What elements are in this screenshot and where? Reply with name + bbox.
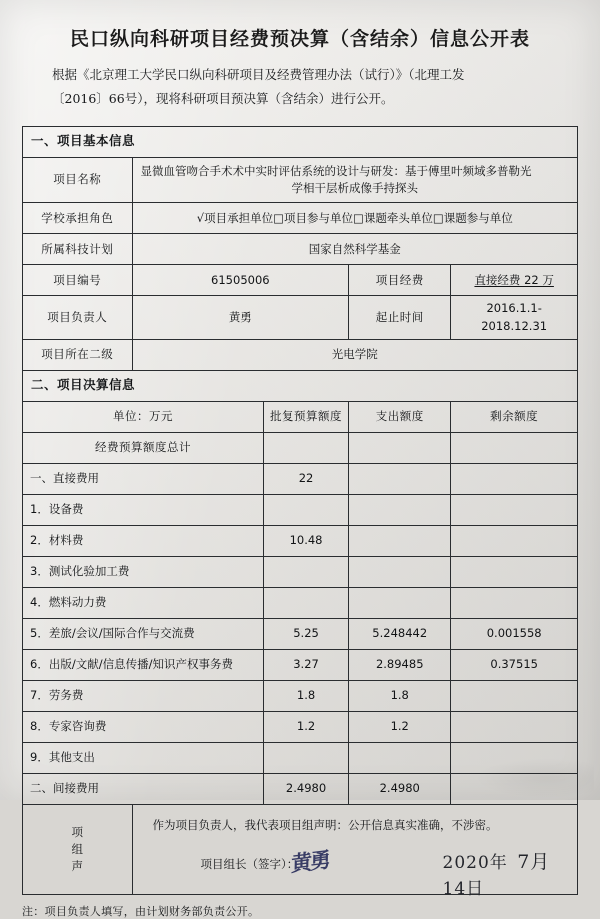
funding-value: 直接经费 22 万: [451, 265, 578, 296]
row-budget: 22: [263, 463, 348, 494]
row-remaining: 0.001558: [451, 618, 578, 649]
tech-plan-label: 所属科技计划: [23, 234, 133, 265]
table-row: [23, 494, 578, 525]
declaration-label-line-2: 组: [71, 841, 83, 856]
signature-date-month: 7月: [517, 851, 551, 873]
row-budget: [263, 494, 348, 525]
row-spent: [349, 525, 451, 556]
budget-total-label: 经费预算额度总计: [23, 432, 264, 463]
table-header-row: [23, 401, 578, 432]
row-spent: 2.89485: [349, 649, 451, 680]
row-budget: [263, 587, 348, 618]
row-remaining: 0.37515: [451, 649, 578, 680]
signature-date-year: 2020年: [442, 853, 508, 873]
row-label: 1．设备费: [23, 494, 264, 525]
budget-total-spent: [349, 432, 451, 463]
row-budget: 3.27: [263, 649, 348, 680]
row-label: 9．其他支出: [23, 742, 264, 773]
project-name-label: 项目名称: [23, 157, 133, 203]
row-label: 5．差旅/会议/国际合作与交流费: [23, 618, 264, 649]
declaration-label-line-3: 声: [71, 859, 83, 873]
row-budget: 2.4980: [263, 773, 348, 804]
row-remaining: [451, 525, 578, 556]
signature-label: 项目组长（签字）：: [200, 857, 299, 871]
table-row: [23, 556, 578, 587]
column-header-spent: 支出额度: [349, 401, 451, 432]
row-budget: 1.2: [263, 711, 348, 742]
tech-plan-value: 国家自然科学基金: [132, 234, 577, 265]
row-budget: [263, 556, 348, 587]
signature-date-day: 14日: [442, 878, 485, 899]
section1-heading: 一、项目基本信息: [23, 126, 578, 157]
row-remaining: [451, 680, 578, 711]
funding-label: 项目经费: [349, 265, 451, 296]
row-budget: 1.8: [263, 680, 348, 711]
secondary-unit-label: 项目所在二级: [23, 339, 133, 370]
leader-value: 黄勇: [132, 296, 349, 340]
row-remaining: [451, 742, 578, 773]
row-spent: 5.248442: [349, 618, 451, 649]
table-row: [23, 339, 578, 370]
table-row: [23, 711, 578, 742]
declaration-row: [23, 804, 578, 894]
table-row: [23, 203, 578, 234]
period-value: 2016.1.1-2018.12.31: [451, 296, 578, 340]
row-label: 二、间接费用: [23, 773, 264, 804]
table-row: [23, 525, 578, 556]
row-remaining: [451, 711, 578, 742]
row-spent: 2.4980: [349, 773, 451, 804]
table-row: [23, 742, 578, 773]
project-name-line-1: 显微血管吻合手术术中实时评估系统的设计与研发：基于傅里叶频域多普勒光: [140, 163, 532, 178]
leader-label: 项目负责人: [23, 296, 133, 340]
project-number-value: 61505006: [132, 265, 349, 296]
signature-date: [443, 848, 567, 902]
table-row: [23, 234, 578, 265]
table-row: [23, 126, 578, 157]
row-spent: [349, 463, 451, 494]
table-row: [23, 157, 578, 203]
column-header-remaining: 剩余额度: [451, 401, 578, 432]
declaration-text: 作为项目负责人，我代表项目组声明：公开信息真实准确，不涉密。: [152, 817, 498, 832]
table-row: [23, 370, 578, 401]
column-header-budget: 批复预算额度: [263, 401, 348, 432]
declaration-label: [23, 804, 133, 894]
intro-line-2: 〔2016〕66号），现将科研项目预决算（含结余）进行公开。: [52, 91, 394, 107]
row-spent: [349, 556, 451, 587]
row-budget: 10.48: [263, 525, 348, 556]
table-row: [23, 432, 578, 463]
row-spent: 1.2: [349, 711, 451, 742]
row-remaining: [451, 463, 578, 494]
row-budget: 5.25: [263, 618, 348, 649]
budget-total-remaining: [451, 432, 578, 463]
school-role-value: √项目承担单位□项目参与单位□课题牵头单位□课题参与单位: [132, 203, 577, 234]
info-table: [22, 126, 578, 899]
intro-line-1: 根据《北京理工大学民口纵向科研项目及经费管理办法（试行）》（北理工发: [52, 67, 465, 82]
table-row: [23, 587, 578, 618]
declaration-body: [132, 804, 577, 899]
row-label: 4．燃料动力费: [23, 587, 264, 618]
table-row: [23, 296, 578, 340]
declaration-label-line-1: 项: [71, 824, 83, 839]
row-label: 7．劳务费: [23, 680, 264, 711]
project-number-label: 项目编号: [23, 265, 133, 296]
table-row: [23, 649, 578, 680]
row-spent: 1.8: [349, 680, 451, 711]
row-label: 一、直接费用: [23, 463, 264, 494]
row-label: 6．出版/文献/信息传播/知识产权事务费: [23, 649, 264, 680]
signature-handwriting: 黄勇: [290, 846, 329, 877]
row-remaining: [451, 556, 578, 587]
row-remaining: [451, 494, 578, 525]
row-label: 2．材料费: [23, 525, 264, 556]
row-label: 8．专家咨询费: [23, 711, 264, 742]
signature-row: [143, 846, 567, 899]
row-spent: [349, 494, 451, 525]
project-name-line-2: 学相干层析成像手持探头: [291, 181, 418, 195]
column-header-unit: 单位：万元: [23, 401, 264, 432]
period-label: 起止时间: [349, 296, 451, 340]
row-spent: [349, 587, 451, 618]
row-budget: [263, 742, 348, 773]
budget-total-budget: [263, 432, 348, 463]
row-remaining: [451, 587, 578, 618]
project-name-value: [132, 157, 577, 203]
intro-paragraph: [22, 63, 578, 112]
row-spent: [349, 742, 451, 773]
section2-heading: 二、项目决算信息: [23, 370, 578, 401]
row-label: 3．测试化验加工费: [23, 556, 264, 587]
table-row: [23, 463, 578, 494]
table-row: [23, 265, 578, 296]
table-row: [23, 618, 578, 649]
page-title: 民口纵向科研项目经费预决算（含结余）信息公开表: [69, 28, 530, 50]
table-row: [23, 680, 578, 711]
footer-note: 注：项目负责人填写，由计划财务部负责公开。: [22, 905, 260, 918]
secondary-unit-value: 光电学院: [132, 339, 577, 370]
school-role-label: 学校承担角色: [23, 203, 133, 234]
